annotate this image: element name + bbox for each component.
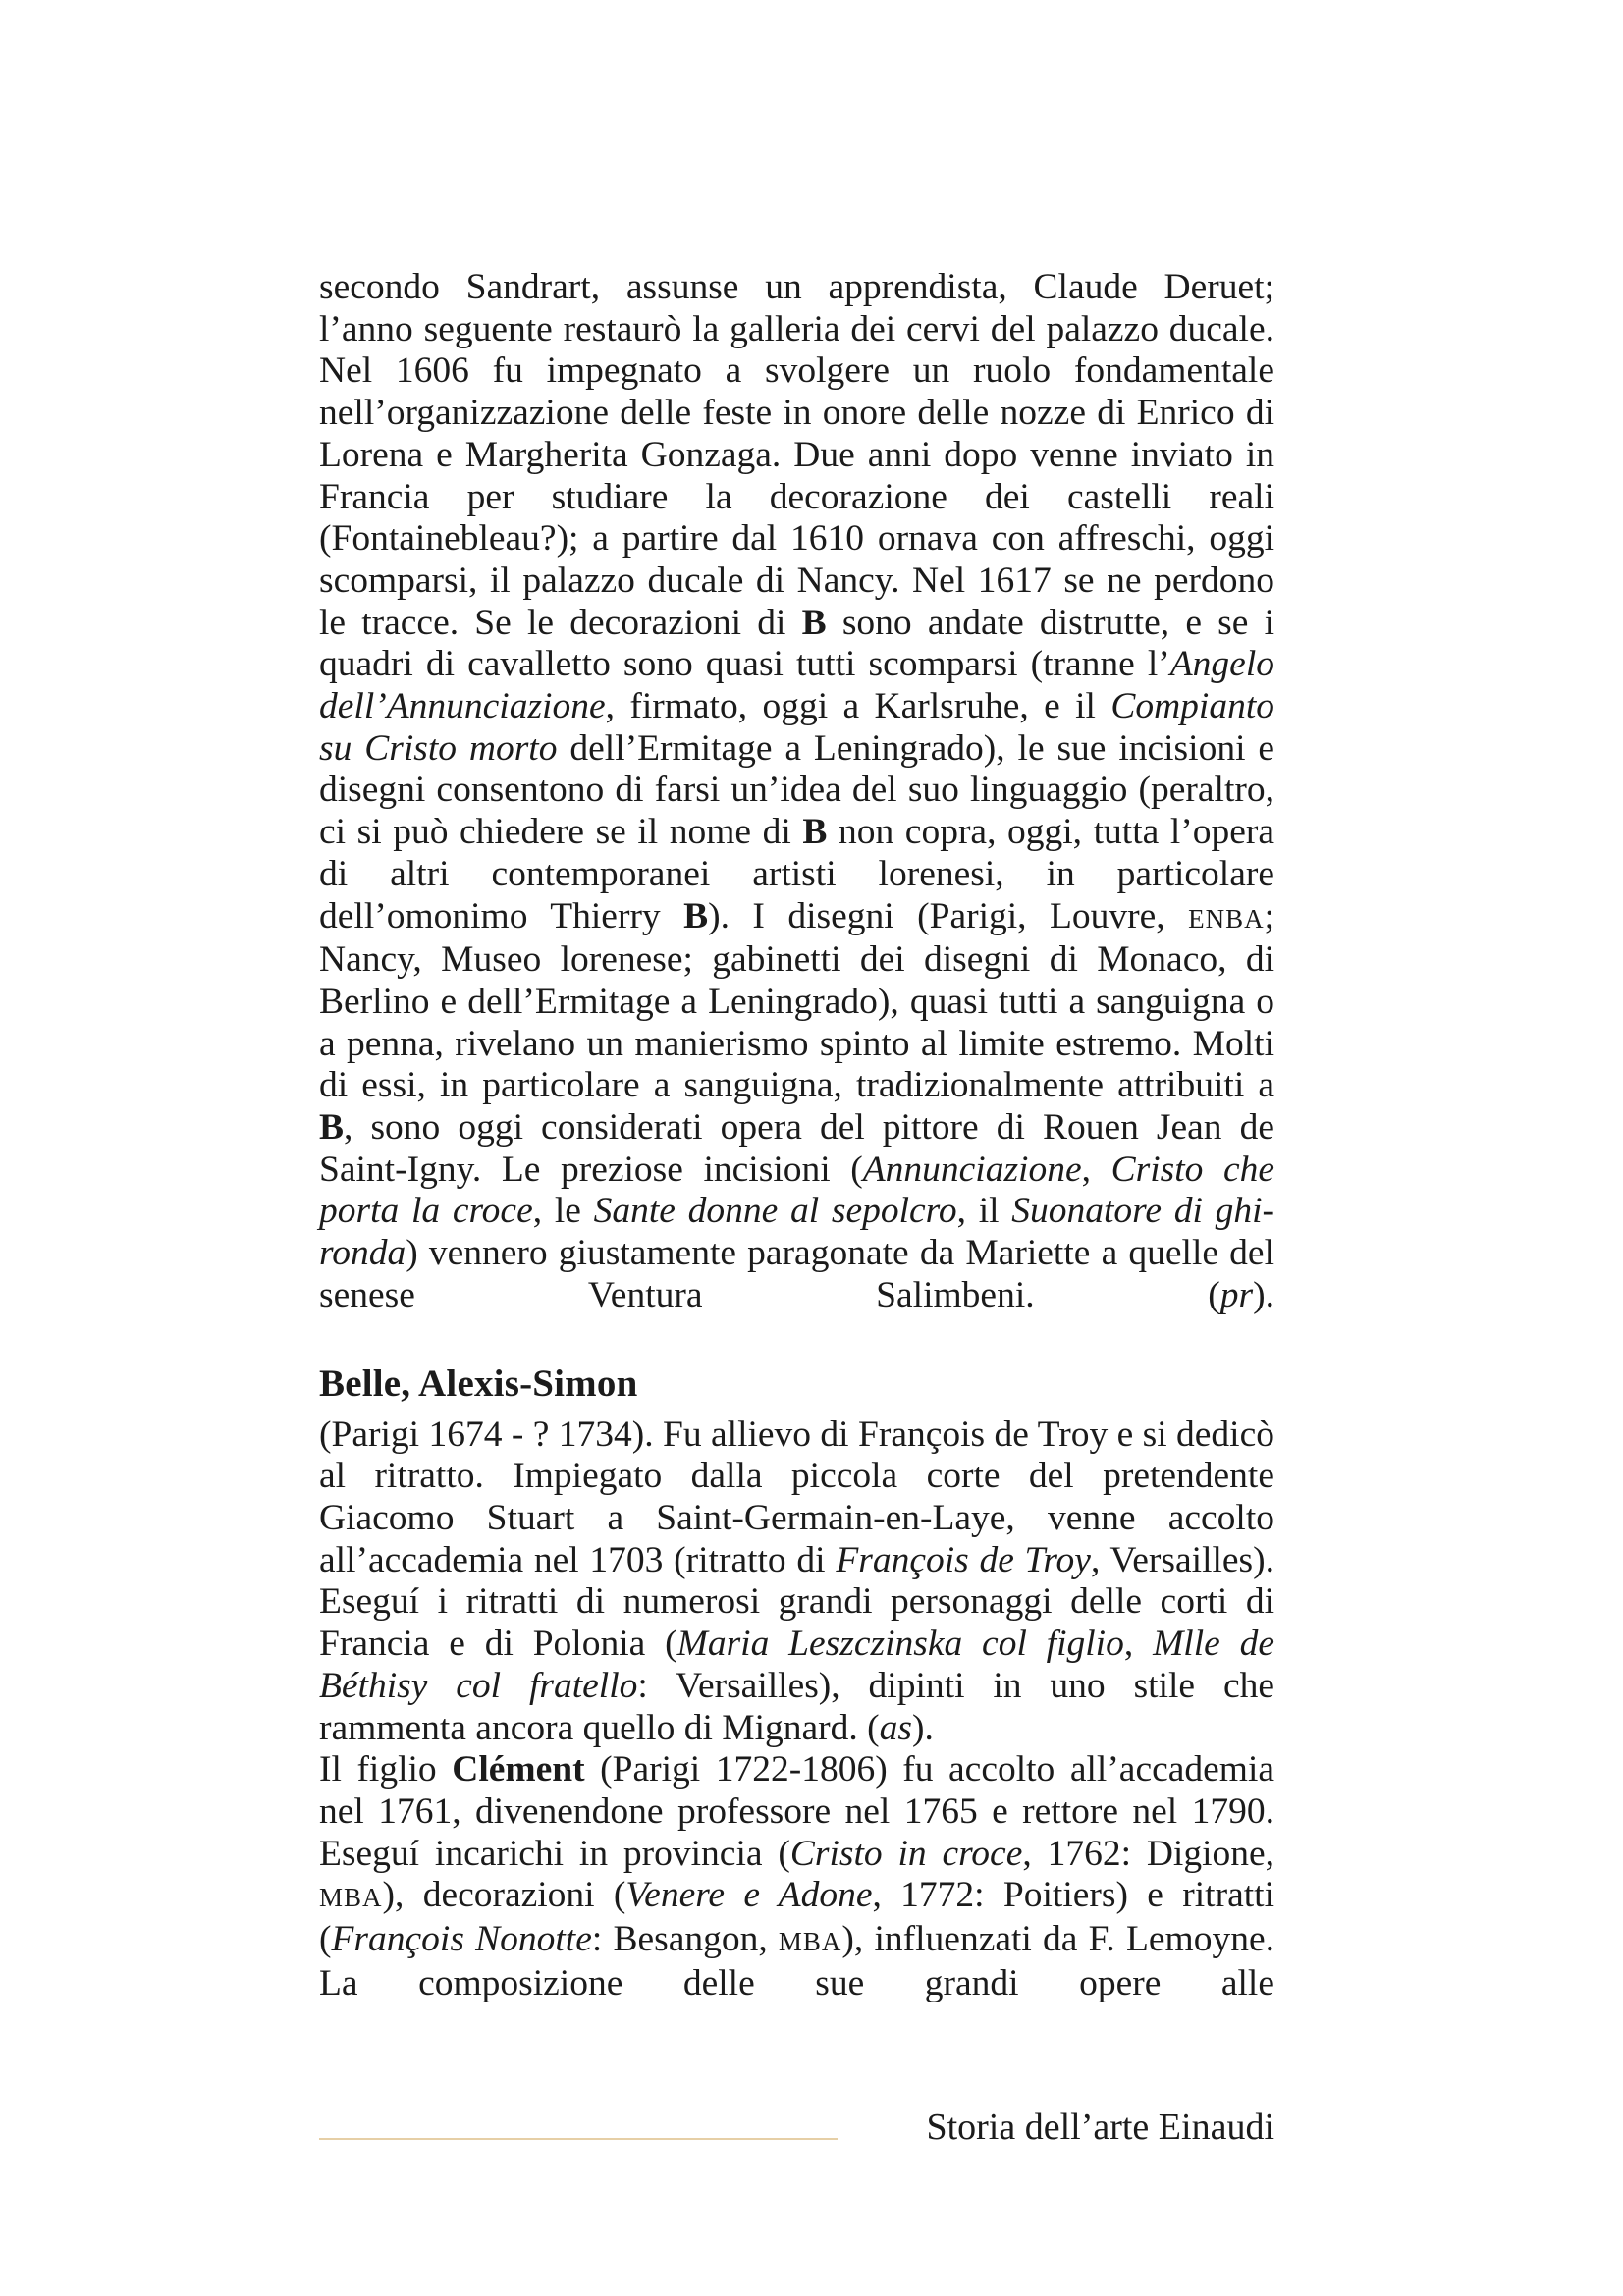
text-run: non copra, oggi, tutta l’opera di altri contemporanei artisti lorenesi, in particolare dell’omonimo Thierry (319, 812, 1275, 936)
text-run: secondo Sandrart, assunse un apprendista, Claude Deruet; l’anno seguente restaurò la galleria dei cervi del palazzo ducale. Nel 1606 fu impegnato a svolgere un ruolo fondamentale nell’organizzazione delle feste in onore delle nozze di Enrico di Lorena e Margherita Gonzaga. Due anni dopo venne inviato in Francia per studiare la decorazione dei castelli reali (Fontainebleau?); a partire dal 1610 ornava con affreschi, oggi scomparsi, il palazzo ducale di Nancy. Nel 1617 se ne perdono le tracce. Se le decorazioni di (319, 267, 1274, 643)
artwork-title: François Nonotte (331, 1919, 592, 1960)
entry-belle-paragraph (319, 1415, 1274, 1750)
page-body (319, 267, 1274, 2004)
small-caps-abbreviation: ENBA (1188, 903, 1265, 934)
bold-abbreviation: B (683, 895, 709, 936)
small-caps-abbreviation: MBA (319, 1883, 383, 1913)
text-run: ), influenzati da F. Lemoyne. La composizione delle sue grandi opere alle (319, 1919, 1274, 2003)
bold-abbreviation: B (319, 1107, 345, 1148)
footer-rule (319, 2138, 838, 2140)
text-run: , Versailles). Eseguí i ritratti di numerosi grandi personaggi delle corti di Francia e di Polonia ( (319, 1539, 1275, 1665)
text-run: ), decorazioni ( (382, 1875, 626, 1916)
footer-title: Storia dell’arte Einaudi (926, 2107, 1274, 2148)
text-run: ; Nancy, Museo lorenese; gabinetti dei disegni di Monaco, di Berlino e dell’Ermitage a Leningrado), quasi tutti a sanguigna o a penna, rivelano un manierismo spinto al limite estremo. Molti di essi, in particolare a sanguigna, tradizionalmente attribuiti a (319, 895, 1275, 1106)
artwork-title: Cristo in croce (789, 1833, 1023, 1874)
text-run: , (1081, 1148, 1091, 1190)
artwork-title: François de Troy (836, 1539, 1091, 1580)
text-run: : Besangon, (591, 1919, 768, 1960)
bold-abbreviation: B (801, 602, 827, 643)
entry-continuation-paragraph (319, 267, 1274, 1317)
author-initials: pr (1219, 1274, 1254, 1315)
entry-clement-paragraph (319, 1749, 1274, 2004)
text-run: : Versailles), dipinti in uno stile che rammenta ancora quello di Mignard. ( (319, 1665, 1274, 1748)
text-run: , le (532, 1191, 581, 1232)
text-run: , (1123, 1624, 1134, 1665)
text-run: ). (1253, 1274, 1274, 1315)
bold-abbreviation: B (802, 812, 828, 853)
artwork-title: Compianto su Cristo morto (319, 686, 1275, 769)
text-run: ). (911, 1707, 934, 1748)
text-run: , 1762: Digione, (1022, 1833, 1275, 1874)
entry-heading: Belle, Alexis-Simon (319, 1362, 638, 1405)
page-footer (319, 2105, 1274, 2154)
text-run: ). I disegni (Parigi, Louvre, (708, 895, 1165, 936)
text-run: (Parigi 1722-1806) fu accolto all’accademia nel 1761, divenendone professore nel 1765 e rettore nel 1790. Eseguí incarichi in provincia ( (319, 1749, 1275, 1874)
small-caps-abbreviation: MBA (778, 1927, 842, 1957)
bold-name: Clément (452, 1749, 585, 1790)
text-run: sono andate distrutte, e se i quadri di cavalletto sono quasi tutti scomparsi (tranne l’ (319, 602, 1275, 685)
artwork-title: Sante donne al sepolcro (593, 1191, 957, 1232)
text-run: Il figlio (319, 1749, 437, 1790)
text-run: , 1772: Poitiers) e ritratti ( (319, 1875, 1274, 1960)
artwork-title: Suonatore di ghironda (319, 1191, 1275, 1274)
artwork-title: Maria Leszczinska col figlio (676, 1624, 1124, 1665)
text-run: dell’Ermitage a Leningrado), le sue incisioni e disegni consentono di farsi un’idea del suo linguaggio (peraltro, ci si può chiedere se il nome di (319, 727, 1275, 853)
text-run: , il (956, 1191, 1000, 1232)
text-run: (Parigi 1674 - ? 1734). Fu allievo di François de Troy e si dedicò al ritratto. Impiegato dalla piccola corte del pretendente Giacomo Stuart a Saint-Germain-en-Laye, venne accolto all’accademia nel 1703 (ritratto di (319, 1414, 1274, 1580)
artwork-title: Venere e Adone (625, 1875, 873, 1916)
artwork-title: Cristo che porta la croce (319, 1148, 1275, 1232)
text-run: , sono oggi considerati opera del pittore di Rouen Jean de Saint-Igny. Le preziose incisioni ( (319, 1107, 1274, 1190)
author-initials: as (879, 1707, 912, 1748)
artwork-title: Mlle de Béthisy col fratello (319, 1624, 1274, 1706)
artwork-title: Annunciazione (862, 1148, 1082, 1190)
text-run: , firmato, oggi a Karlsruhe, e il (605, 686, 1096, 727)
text-run: ) vennero giustamente paragonate da Mariette a quelle del senese Ventura Salimbeni. ( (319, 1233, 1274, 1315)
artwork-title: Angelo dell’Annunciazione (319, 644, 1274, 727)
